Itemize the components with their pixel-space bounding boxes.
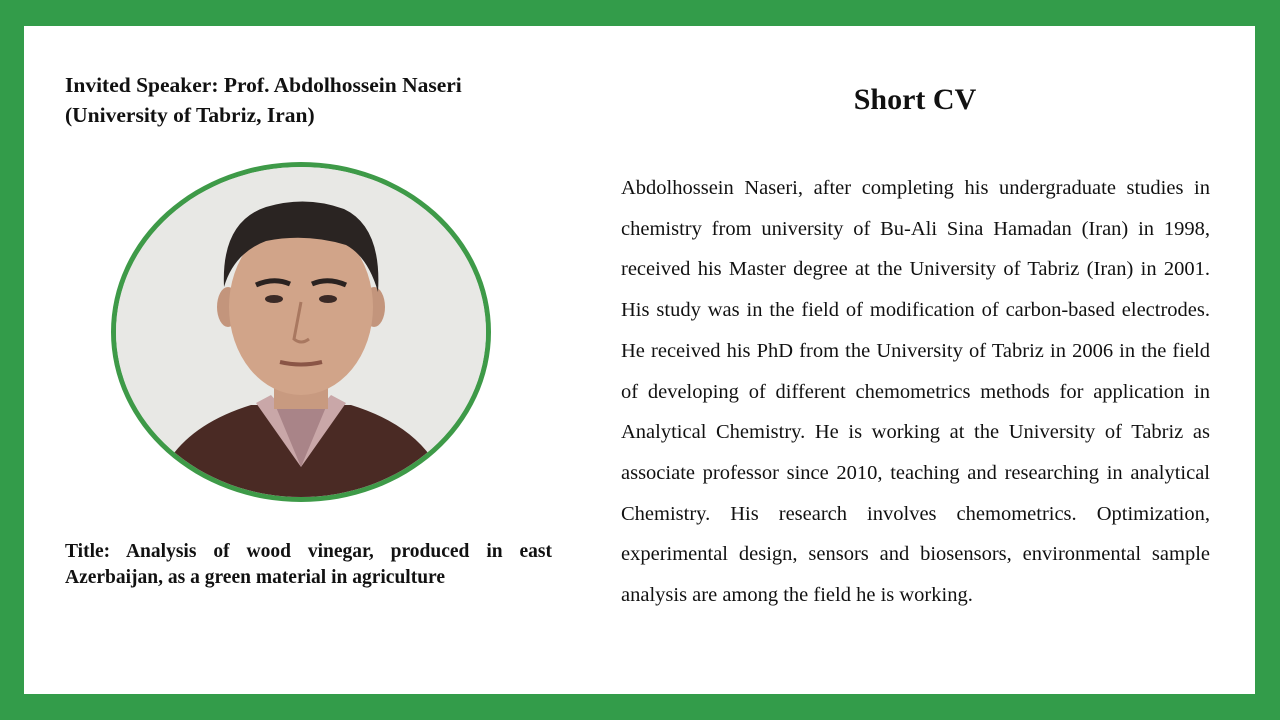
talk-title: Title: Analysis of wood vinegar, produced in east Azerbaijan, as a green material in agriculture <box>65 541 552 588</box>
speaker-photo <box>111 162 491 502</box>
speaker-heading: Invited Speaker: Prof. Abdolhossein Naseri (University of Tabriz, Iran) <box>65 73 462 127</box>
slide-panel <box>24 26 1255 694</box>
speaker-portrait-illustration <box>116 167 486 497</box>
cv-body: Abdolhossein Naseri, after completing his undergraduate studies in chemistry from university of Bu-Ali Sina Hamadan (Iran) in 1998, received his Master degree at the University of Tabriz (Iran) in 2001. His study was in the field of modification of carbon-based electrodes. He received his PhD from the University of Tabriz in 2006 in the field of developing of different chemometrics methods for application in Analytical Chemistry. He is working at the University of Tabriz as associate professor since 2010, teaching and researching in analytical Chemistry. His research involves chemometrics. Optimization, experimental design, sensors and biosensors, environmental sample analysis are among the field he is working. <box>621 177 1210 607</box>
cv-heading: Short CV <box>853 83 977 116</box>
